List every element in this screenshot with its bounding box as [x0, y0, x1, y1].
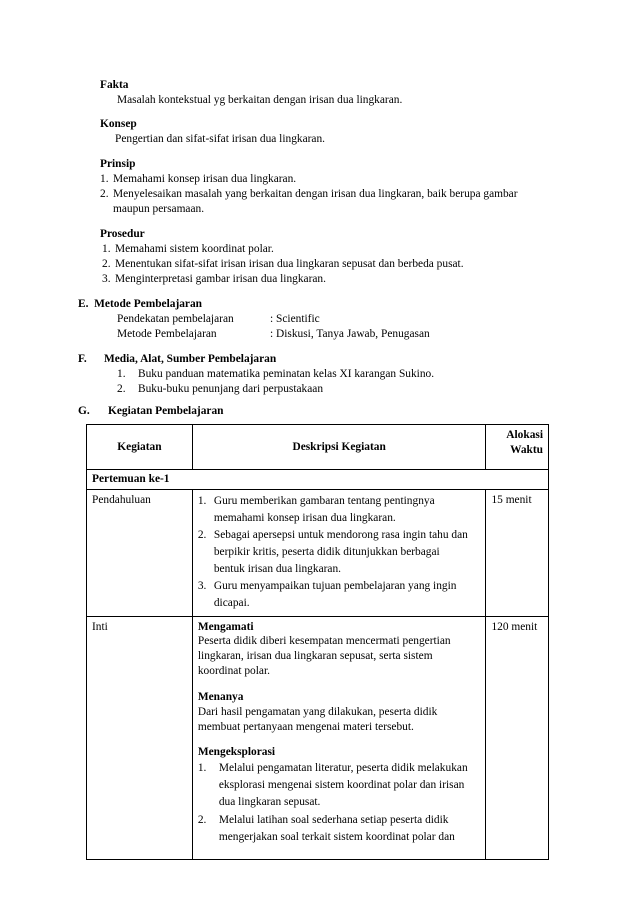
- section-e-heading: [78, 297, 202, 312]
- list-number: 1.: [197, 494, 207, 507]
- list-text: memahami konsep irisan dua lingkaran.: [213, 511, 396, 524]
- list-text: Menginterpretasi gambar irisan dua lingkaran.: [115, 273, 326, 285]
- prosedur-item: [102, 257, 464, 272]
- list-number: 1.: [117, 368, 126, 380]
- list-text: berpikir kritis, peserta didik ditunjukkan berbagai: [213, 546, 440, 559]
- list-text: Guru menyampaikan tujuan pembelajaran yang ingin: [213, 580, 457, 593]
- list-text: Melalui pengamatan literatur, peserta didik melakukan: [218, 762, 468, 775]
- list-text: Guru memberikan gambaran tentang pentingnya: [213, 494, 435, 507]
- list-item: [198, 760, 481, 811]
- prosedur-item: [102, 272, 326, 287]
- meeting-label: Pertemuan ke-1: [87, 470, 549, 490]
- list-number: 1.: [100, 173, 109, 185]
- list-text: Memahami sistem koordinat polar.: [115, 243, 274, 255]
- method-value: : Scientific: [270, 313, 320, 325]
- konsep-heading: Konsep: [100, 118, 137, 130]
- list-text: Buku panduan matematika peminatan kelas XI karangan Sukino.: [138, 368, 435, 380]
- prinsip-item: [100, 172, 296, 187]
- paragraph-line: membuat pertanyaan mengenai materi tersebut.: [197, 720, 414, 733]
- menanya-heading: Menanya: [197, 690, 244, 703]
- activity-time: 120 menit: [486, 616, 549, 859]
- prosedur-heading: Prosedur: [100, 228, 145, 240]
- section-letter: G.: [78, 405, 90, 417]
- list-number: 2.: [102, 258, 111, 270]
- list-item: [198, 578, 481, 612]
- header-deskripsi: Deskripsi Kegiatan: [192, 425, 486, 470]
- section-g-heading: [78, 404, 90, 419]
- list-text: Memahami konsep irisan dua lingkaran.: [113, 173, 297, 185]
- list-text: eksplorasi mengenai sistem koordinat polar dan irisan: [218, 779, 465, 792]
- method-value: : Diskusi, Tanya Jawab, Penugasan: [270, 328, 430, 340]
- section-title: Media, Alat, Sumber Pembelajaran: [104, 353, 277, 365]
- section-title: Metode Pembelajaran: [94, 298, 203, 310]
- list-text: dua lingkaran sepusat.: [218, 796, 321, 809]
- activity-name: Inti: [87, 616, 193, 859]
- list-number: 2.: [117, 383, 126, 395]
- list-number: 3.: [197, 580, 207, 593]
- list-number: 1.: [102, 243, 111, 255]
- section-title: Kegiatan Pembelajaran: [108, 405, 224, 417]
- prinsip-heading: Prinsip: [100, 158, 136, 170]
- list-text: Menyelesaikan masalah yang berkaitan dengan irisan dua lingkaran, baik berupa gambar: [113, 188, 518, 200]
- list-text: dicapai.: [213, 597, 250, 610]
- activity-time: 15 menit: [486, 489, 549, 616]
- list-text: Melalui latihan soal sederhana setiap peserta didik: [218, 813, 449, 826]
- section-letter: E.: [78, 298, 89, 310]
- table-row: [87, 470, 549, 490]
- list-item: [198, 493, 481, 527]
- paragraph-line: Dari hasil pengamatan yang dilakukan, peserta didik: [197, 705, 438, 718]
- list-number: 3.: [102, 273, 111, 285]
- list-text: mengerjakan soal terkait sistem koordinat polar dan: [218, 830, 455, 843]
- header-alokasi: [486, 425, 549, 470]
- section-letter: F.: [78, 353, 87, 365]
- header-alokasi-line: Waktu: [510, 443, 543, 456]
- activity-description: [192, 616, 486, 859]
- list-text: Menentukan sifat-sifat irisan irisan dua lingkaran sepusat dan berbeda pusat.: [115, 258, 464, 270]
- list-item: [198, 812, 481, 846]
- method-label: Pendekatan pembelajaran: [117, 313, 234, 325]
- media-item: [117, 367, 434, 382]
- list-text-continued: maupun persamaan.: [113, 203, 205, 215]
- prosedur-item: [102, 242, 274, 257]
- activity-table: [86, 424, 549, 860]
- list-item: [198, 527, 481, 578]
- list-text: Buku-buku penunjang dari perpustakaan: [138, 383, 324, 395]
- konsep-text: Pengertian dan sifat-sifat irisan dua lingkaran.: [115, 133, 326, 145]
- list-number: 1.: [197, 762, 207, 775]
- table-row: [87, 489, 549, 616]
- list-text: Sebagai apersepsi untuk mendorong rasa ingin tahu dan: [213, 529, 468, 542]
- table-header-row: [87, 425, 549, 470]
- header-alokasi-line: Alokasi: [506, 429, 543, 441]
- list-number: 2.: [100, 188, 109, 200]
- prinsip-item: [100, 187, 518, 202]
- list-number: 2.: [197, 813, 207, 826]
- paragraph-line: koordinat polar.: [197, 665, 270, 678]
- activity-name: Pendahuluan: [87, 489, 193, 616]
- mengeksplorasi-heading: Mengeksplorasi: [197, 746, 276, 759]
- header-kegiatan: Kegiatan: [87, 425, 193, 470]
- activity-description: [192, 489, 486, 616]
- fakta-text: Masalah kontekstual yg berkaitan dengan irisan dua lingkaran.: [117, 94, 403, 106]
- mengamati-heading: Mengamati: [197, 620, 254, 633]
- section-f-heading: [78, 352, 87, 367]
- paragraph-line: Peserta didik diberi kesempatan mencermati pengertian: [197, 635, 451, 648]
- fakta-heading: Fakta: [100, 79, 129, 91]
- paragraph-line: lingkaran, irisan dua lingkaran sepusat, serta sistem: [197, 650, 433, 663]
- list-text: bentuk irisan dua lingkaran.: [213, 563, 342, 576]
- list-number: 2.: [197, 529, 207, 542]
- media-item: [117, 382, 323, 397]
- method-label: Metode Pembelajaran: [117, 328, 217, 340]
- table-row: [87, 616, 549, 859]
